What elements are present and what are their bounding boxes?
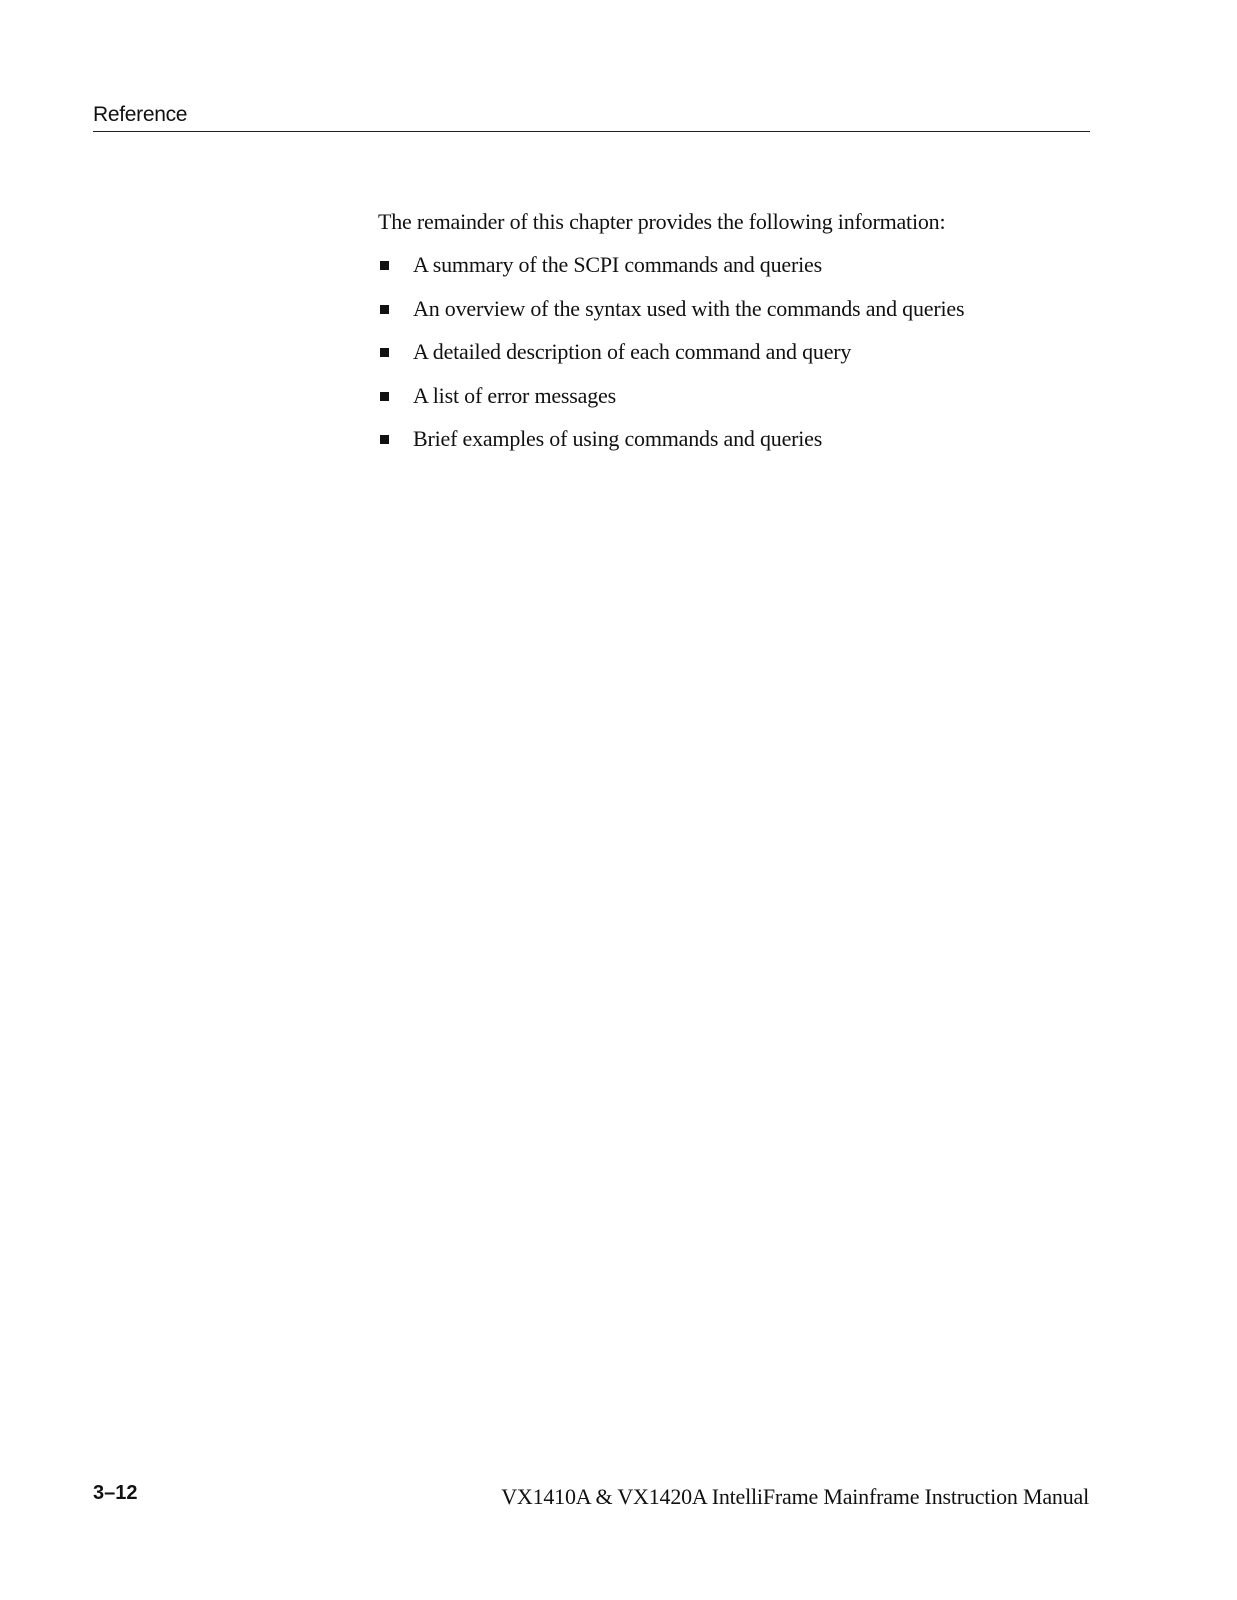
- square-bullet-icon: [380, 305, 389, 314]
- section-title: Reference: [93, 103, 188, 126]
- info-list: [378, 250, 1078, 454]
- list-item-text: Brief examples of using commands and queries: [413, 426, 823, 451]
- square-bullet-icon: [380, 435, 389, 444]
- square-bullet-icon: [380, 348, 389, 357]
- manual-title: VX1410A & VX1420A IntelliFrame Mainframe Instruction Manual: [501, 1484, 1089, 1509]
- body-content: [378, 207, 1078, 468]
- list-item-text: An overview of the syntax used with the commands and queries: [413, 295, 965, 321]
- list-item-text: A detailed description of each command and query: [413, 339, 852, 364]
- intro-paragraph: The remainder of this chapter provides the following information:: [378, 209, 946, 234]
- list-item: [378, 294, 1078, 324]
- list-item-text: A list of error messages: [413, 382, 616, 408]
- square-bullet-icon: [380, 261, 389, 270]
- list-item: [378, 381, 1078, 411]
- list-item: [378, 424, 1078, 454]
- page-number: 3–12: [93, 1482, 138, 1504]
- square-bullet-icon: [380, 392, 389, 401]
- list-item-text: A summary of the SCPI commands and queries: [413, 252, 822, 277]
- list-item: [378, 337, 1078, 367]
- list-item: [378, 250, 1078, 280]
- running-header: [93, 103, 1090, 132]
